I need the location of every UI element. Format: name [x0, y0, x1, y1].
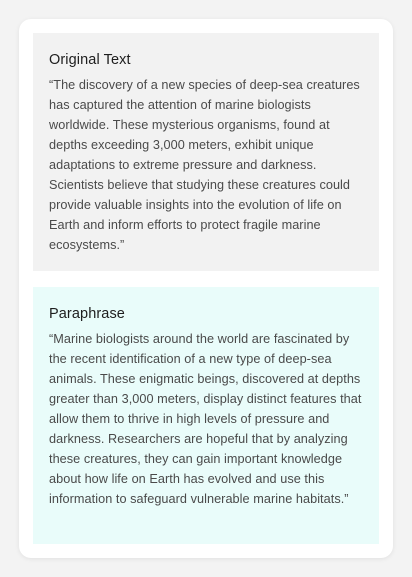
- original-text-heading: Original Text: [49, 52, 131, 68]
- original-text-body: “The discovery of a new species of deep-sea creatures has captured the attention of marine biologists worldwide. These mysterious organisms, found at depths exceeding 3,000 meters, exhibit unique adaptations to extreme pressure and darkness. Scientists believe that studying these creatures could provide valuable insights into the evolution of life on Earth and inform efforts to protect fragile marine ecosystems.”: [49, 78, 360, 252]
- comparison-card: [19, 19, 393, 558]
- original-text-panel: [33, 33, 379, 271]
- paraphrase-panel: [33, 287, 379, 544]
- paraphrase-heading: Paraphrase: [49, 306, 125, 322]
- paraphrase-body: “Marine biologists around the world are fascinated by the recent identification of a new type of deep-sea animals. These enigmatic beings, discovered at depths greater than 3,000 meters, display distinct features that allow them to thrive in high levels of pressure and darkness. Researchers are hopeful that by analyzing these creatures, they can gain important knowledge about how life on Earth has evolved and use this information to safeguard vulnerable marine habitats.”: [49, 332, 362, 506]
